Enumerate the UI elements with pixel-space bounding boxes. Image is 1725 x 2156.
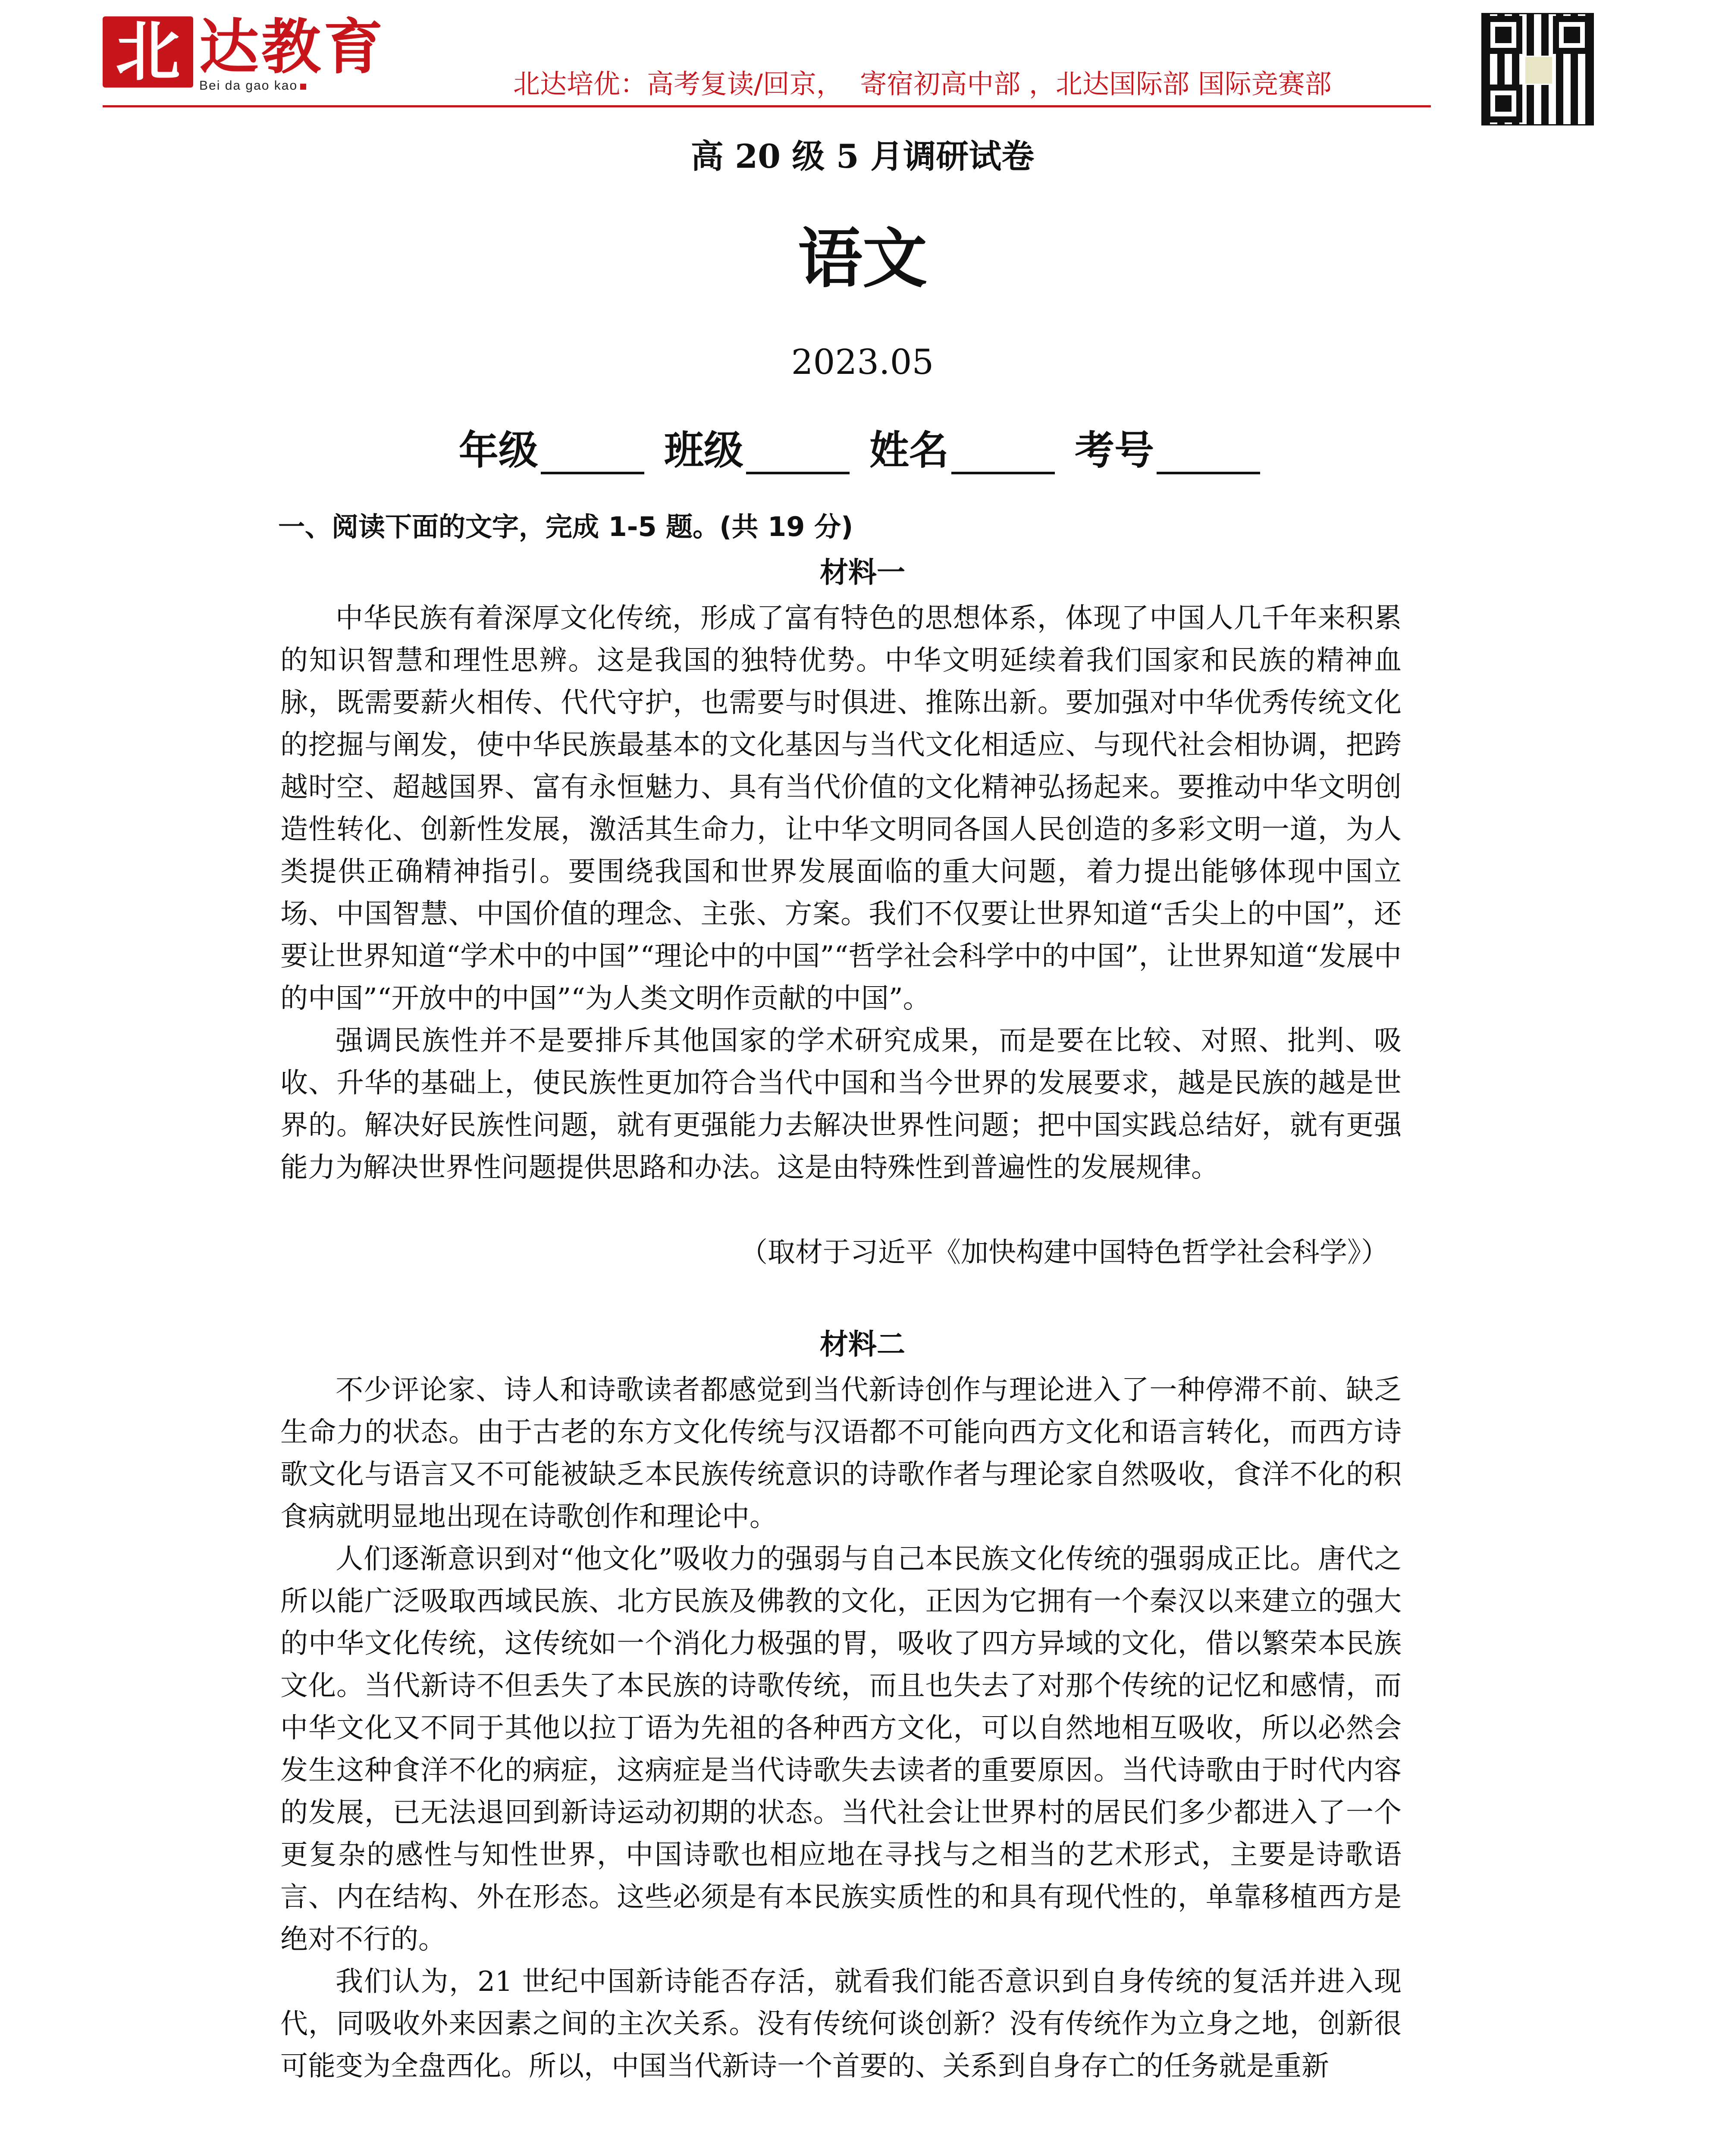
section-heading: 一、阅读下面的文字，完成 1-5 题。(共 19 分) bbox=[278, 511, 853, 542]
field-label-name: 姓名 bbox=[869, 427, 949, 473]
logo-pinyin-text: Bei da gao kao bbox=[199, 78, 298, 93]
paragraph: 中华民族有着深厚文化传统，形成了富有特色的思想体系，体现了中国人几千年来积累的知识智慧和理性思辨。这是我国的独特优势。中华文明延续着我们国家和民族的精神血脉，既需要薪火相传、代代守护，也需要与时俱进、推陈出新。要加强对中华优秀传统文化的挖掘与阐发，使中华民族最基本的文化基因与当代文化相适应、与现代社会相协调，把跨越时空、超越国界、富有永恒魅力、具有当代价值的文化精神弘扬起来。要推动中华文明创造性转化、创新性发展，激活其生命力，让中华文明同各国人民创造的多彩文明一道，为人类提供正确精神指引。要围绕我国和世界发展面临的重大问题，着力提出能够体现中国立场、中国智慧、中国价值的理念、主张、方案。我们不仅要让世界知道“舌尖上的中国”，还要让世界知道“学术中的中国”“理论中的中国”“哲学社会科学中的中国”，让世界知道“发展中的中国”“开放中的中国”“为人类文明作贡献的中国”。 bbox=[280, 602, 1402, 1015]
logo-square-icon bbox=[300, 84, 306, 90]
paragraph: 强调民族性并不是要排斥其他国家的学术研究成果，而是要在比较、对照、批判、吸收、升华的基础上，使民族性更加符合当代中国和当今世界的发展要求，越是民族的越是世界的。解决好民族性问题，就有更强能力去解决世界性问题；把中国实践总结好，就有更强能力为解决世界性问题提供思路和办法。这是由特殊性到普遍性的发展规律。 bbox=[280, 1025, 1402, 1184]
qr-finder-icon bbox=[1484, 16, 1522, 54]
exam-title: 高 20 级 5 月调研试卷 bbox=[690, 137, 1035, 175]
header-slogan: 北达培优：高考复读/回京， 寄宿初高中部 ，北达国际部 国际竞赛部 bbox=[513, 68, 1332, 100]
material-1-title: 材料一 bbox=[820, 556, 905, 589]
qr-finder-icon bbox=[1484, 85, 1522, 122]
brand-logo-name: 达教育 bbox=[199, 13, 386, 82]
field-blank-name bbox=[951, 437, 1055, 474]
brand-logo-mark bbox=[103, 16, 193, 88]
qr-center-logo-icon bbox=[1524, 56, 1553, 85]
field-blank-grade bbox=[541, 437, 644, 474]
material-2-text bbox=[280, 1369, 1402, 2087]
brand-logo-pinyin bbox=[199, 78, 306, 93]
field-label-class: 班级 bbox=[664, 427, 743, 473]
paragraph: 人们逐渐意识到对“他文化”吸收力的强弱与自己本民族文化传统的强弱成正比。唐代之所以能广泛吸取西域民族、北方民族及佛教的文化，正因为它拥有一个秦汉以来建立的强大的中华文化传统，这传统如一个消化力极强的胃，吸收了四方异域的文化，借以繁荣本民族文化。当代新诗不但丢失了本民族的诗歌传统，而且也失去了对那个传统的记忆和感情，而中华文化又不同于其他以拉丁语为先祖的各种西方文化，可以自然地相互吸收，所以必然会发生这种食洋不化的病症，这病症是当代诗歌失去读者的重要原因。当代诗歌由于时代内容的发展，已无法退回到新诗运动初期的状态。当代社会让世界村的居民们多少都进入了一个更复杂的感性与知性世界，中国诗歌也相应地在寻找与之相当的艺术形式，主要是诗歌语言、内在结构、外在形态。这些必须是有本民族实质性的和具有现代性的，单靠移植西方是绝对不行的。 bbox=[280, 1543, 1402, 1955]
logo-glyph: 北 bbox=[115, 14, 180, 90]
header-divider bbox=[103, 105, 1431, 107]
paragraph: 不少评论家、诗人和诗歌读者都感觉到当代新诗创作与理论进入了一种停滞不前、缺乏生命力的状态。由于古老的东方文化传统与汉语都不可能向西方文化和语言转化，而西方诗歌文化与语言又不可能被缺乏本民族传统意识的诗歌作者与理论家自然吸收，食洋不化的积食病就明显地出现在诗歌创作和理论中。 bbox=[280, 1374, 1402, 1533]
exam-date: 2023.05 bbox=[791, 342, 934, 382]
material-1-text bbox=[280, 597, 1402, 1189]
material-1-source: （取材于习近平《加快构建中国特色哲学社会科学》） bbox=[740, 1237, 1389, 1269]
field-label-grade: 年级 bbox=[458, 427, 538, 473]
field-blank-class bbox=[746, 437, 850, 474]
exam-subject: 语文 bbox=[797, 221, 927, 297]
material-2-title: 材料二 bbox=[820, 1328, 905, 1361]
paragraph: 我们认为，21 世纪中国新诗能否存活，就看我们能否意识到自身传统的复活并进入现代，同吸收外来因素之间的主次关系。没有传统何谈创新？没有传统作为立身之地，创新很可能变为全盘西化。所以，中国当代新诗一个首要的、关系到自身存亡的任务就是重新 bbox=[280, 1966, 1402, 2082]
student-info-fields bbox=[0, 427, 1725, 474]
field-blank-exam-number bbox=[1157, 437, 1260, 474]
qr-code-icon bbox=[1481, 13, 1594, 125]
qr-finder-icon bbox=[1553, 16, 1591, 54]
page-header bbox=[0, 0, 1725, 112]
field-label-exam-number: 考号 bbox=[1075, 427, 1154, 473]
